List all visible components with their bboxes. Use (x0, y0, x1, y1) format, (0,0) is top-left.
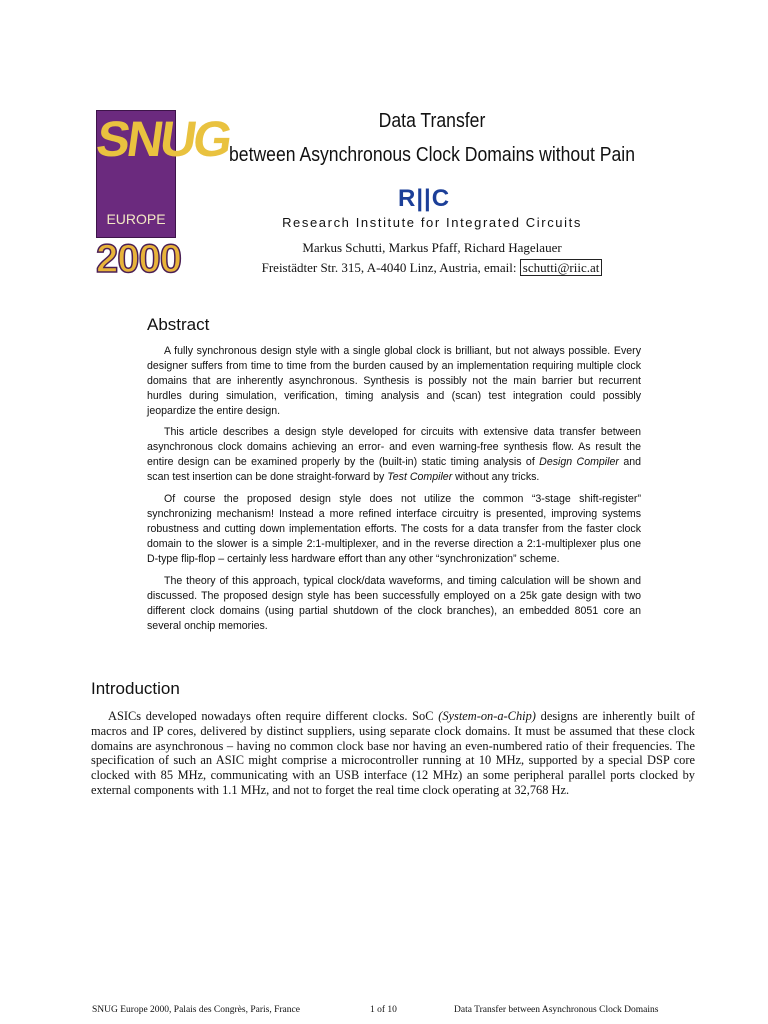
footer-conference: SNUG Europe 2000, Palais des Congrès, Paris, France (92, 1005, 300, 1015)
abstract-p2-part-a: This article describes a design style developed for circuits with extensive data transfer between asynchronous clock domains achieving an error- and even warning-free synthesis flow. As result the entire design can be examined properly by the (built-in) static timing analysis of (147, 426, 641, 468)
logo-region-text: EUROPE (106, 211, 166, 227)
abstract-p1-text: A fully synchronous design style with a single global clock is brilliant, but not always possible. Every designer suffers from time to time from the burden caused by an implementation requiring multiple clock domains that are inherently asynchronous. Synthesis is possibly not the main barrier but recurrent hurdles during simulation, verification, timing analysis and (scan) test integration could possibly jeopardize the entire design. (147, 345, 641, 417)
institute-name: Research Institute for Integrated Circuits (282, 215, 582, 230)
riic-logo (398, 186, 468, 212)
logo-year-text: 2000 (96, 237, 181, 281)
logo-snug-text: SNUG (93, 111, 234, 167)
introduction-heading: Introduction (91, 679, 180, 698)
introduction-paragraph (91, 709, 695, 798)
design-compiler-term: Design Compiler (539, 456, 619, 468)
intro-p1-part-a: ASICs developed nowadays often require different clocks. SoC (108, 709, 439, 723)
intro-p1-part-b: designs are inherently built of macros and IP cores, delivered by distinct suppliers, using separate clock domains. It must be assumed that these clock domains are asynchronous – having no common clock base nor having an even-numbered ratio of their frequencies. The specification of such an ASIC might comprise a microcontroller running at 10 MHz, supported by a special DSP core clocked with 85 MHz, communicating with an USB interface (12 MHz) an some peripheral parallel ports clocked by external components with 1.1 MHz, and not to forget the real time clock operating at 32,768 Hz. (91, 709, 695, 797)
abstract-p2-part-b: and scan test insertion can be done straight-forward by (147, 456, 642, 483)
intro-p1-text (91, 709, 695, 798)
snug-europe-logo (93, 110, 234, 282)
footer-running-title: Data Transfer between Asynchronous Clock Domains (454, 1005, 659, 1015)
abstract-p4-text: The theory of this approach, typical clock/data waveforms, and timing calculation will be shown and discussed. The proposed design style has been successfully employed on a 25k gate design with two different clock domains (using partial shutdown of the clock branches), an embedded 8051 core an several onchip memories. (147, 575, 641, 632)
paper-title-line1: Data Transfer (378, 110, 486, 132)
address-text: Freistädter Str. 315, A-4040 Linz, Austria, email: (261, 260, 517, 275)
abstract-heading: Abstract (147, 315, 210, 334)
abstract-paragraph-1 (147, 344, 641, 419)
soc-term: (System-on-a-Chip) (438, 709, 536, 723)
email-link[interactable]: schutti@riic.at (520, 259, 603, 276)
abstract-p3-text: Of course the proposed design style does not utilize the common “3-stage shift-register” synchronizing mechanism! Instead a more refined interface circuitry is presented, improving systems robustness and cutting down implementation efforts. The costs for a data transfer from the faster clock domain to the slower is a simple 2:1-multiplexer, and in the reverse direction a 2:1-multiplexer plus one D-type flip-flop – certainly less hardware effort than any other “synchronization” scheme. (147, 493, 641, 565)
riic-logo-text: R||C (398, 185, 451, 212)
abstract-paragraph-2 (147, 425, 641, 485)
abstract-paragraph-3 (147, 492, 641, 567)
abstract-p2-part-c: without any tricks. (452, 471, 540, 483)
paper-title-line2: between Asynchronous Clock Domains without Pain (228, 144, 635, 166)
abstract-p2-text (147, 425, 641, 485)
test-compiler-term: Test Compiler (387, 471, 453, 483)
authors: Markus Schutti, Markus Pfaff, Richard Hagelauer (302, 240, 562, 255)
abstract-paragraph-4 (147, 574, 641, 634)
address-line (200, 260, 664, 276)
footer-page-number: 1 of 10 (370, 1005, 397, 1015)
